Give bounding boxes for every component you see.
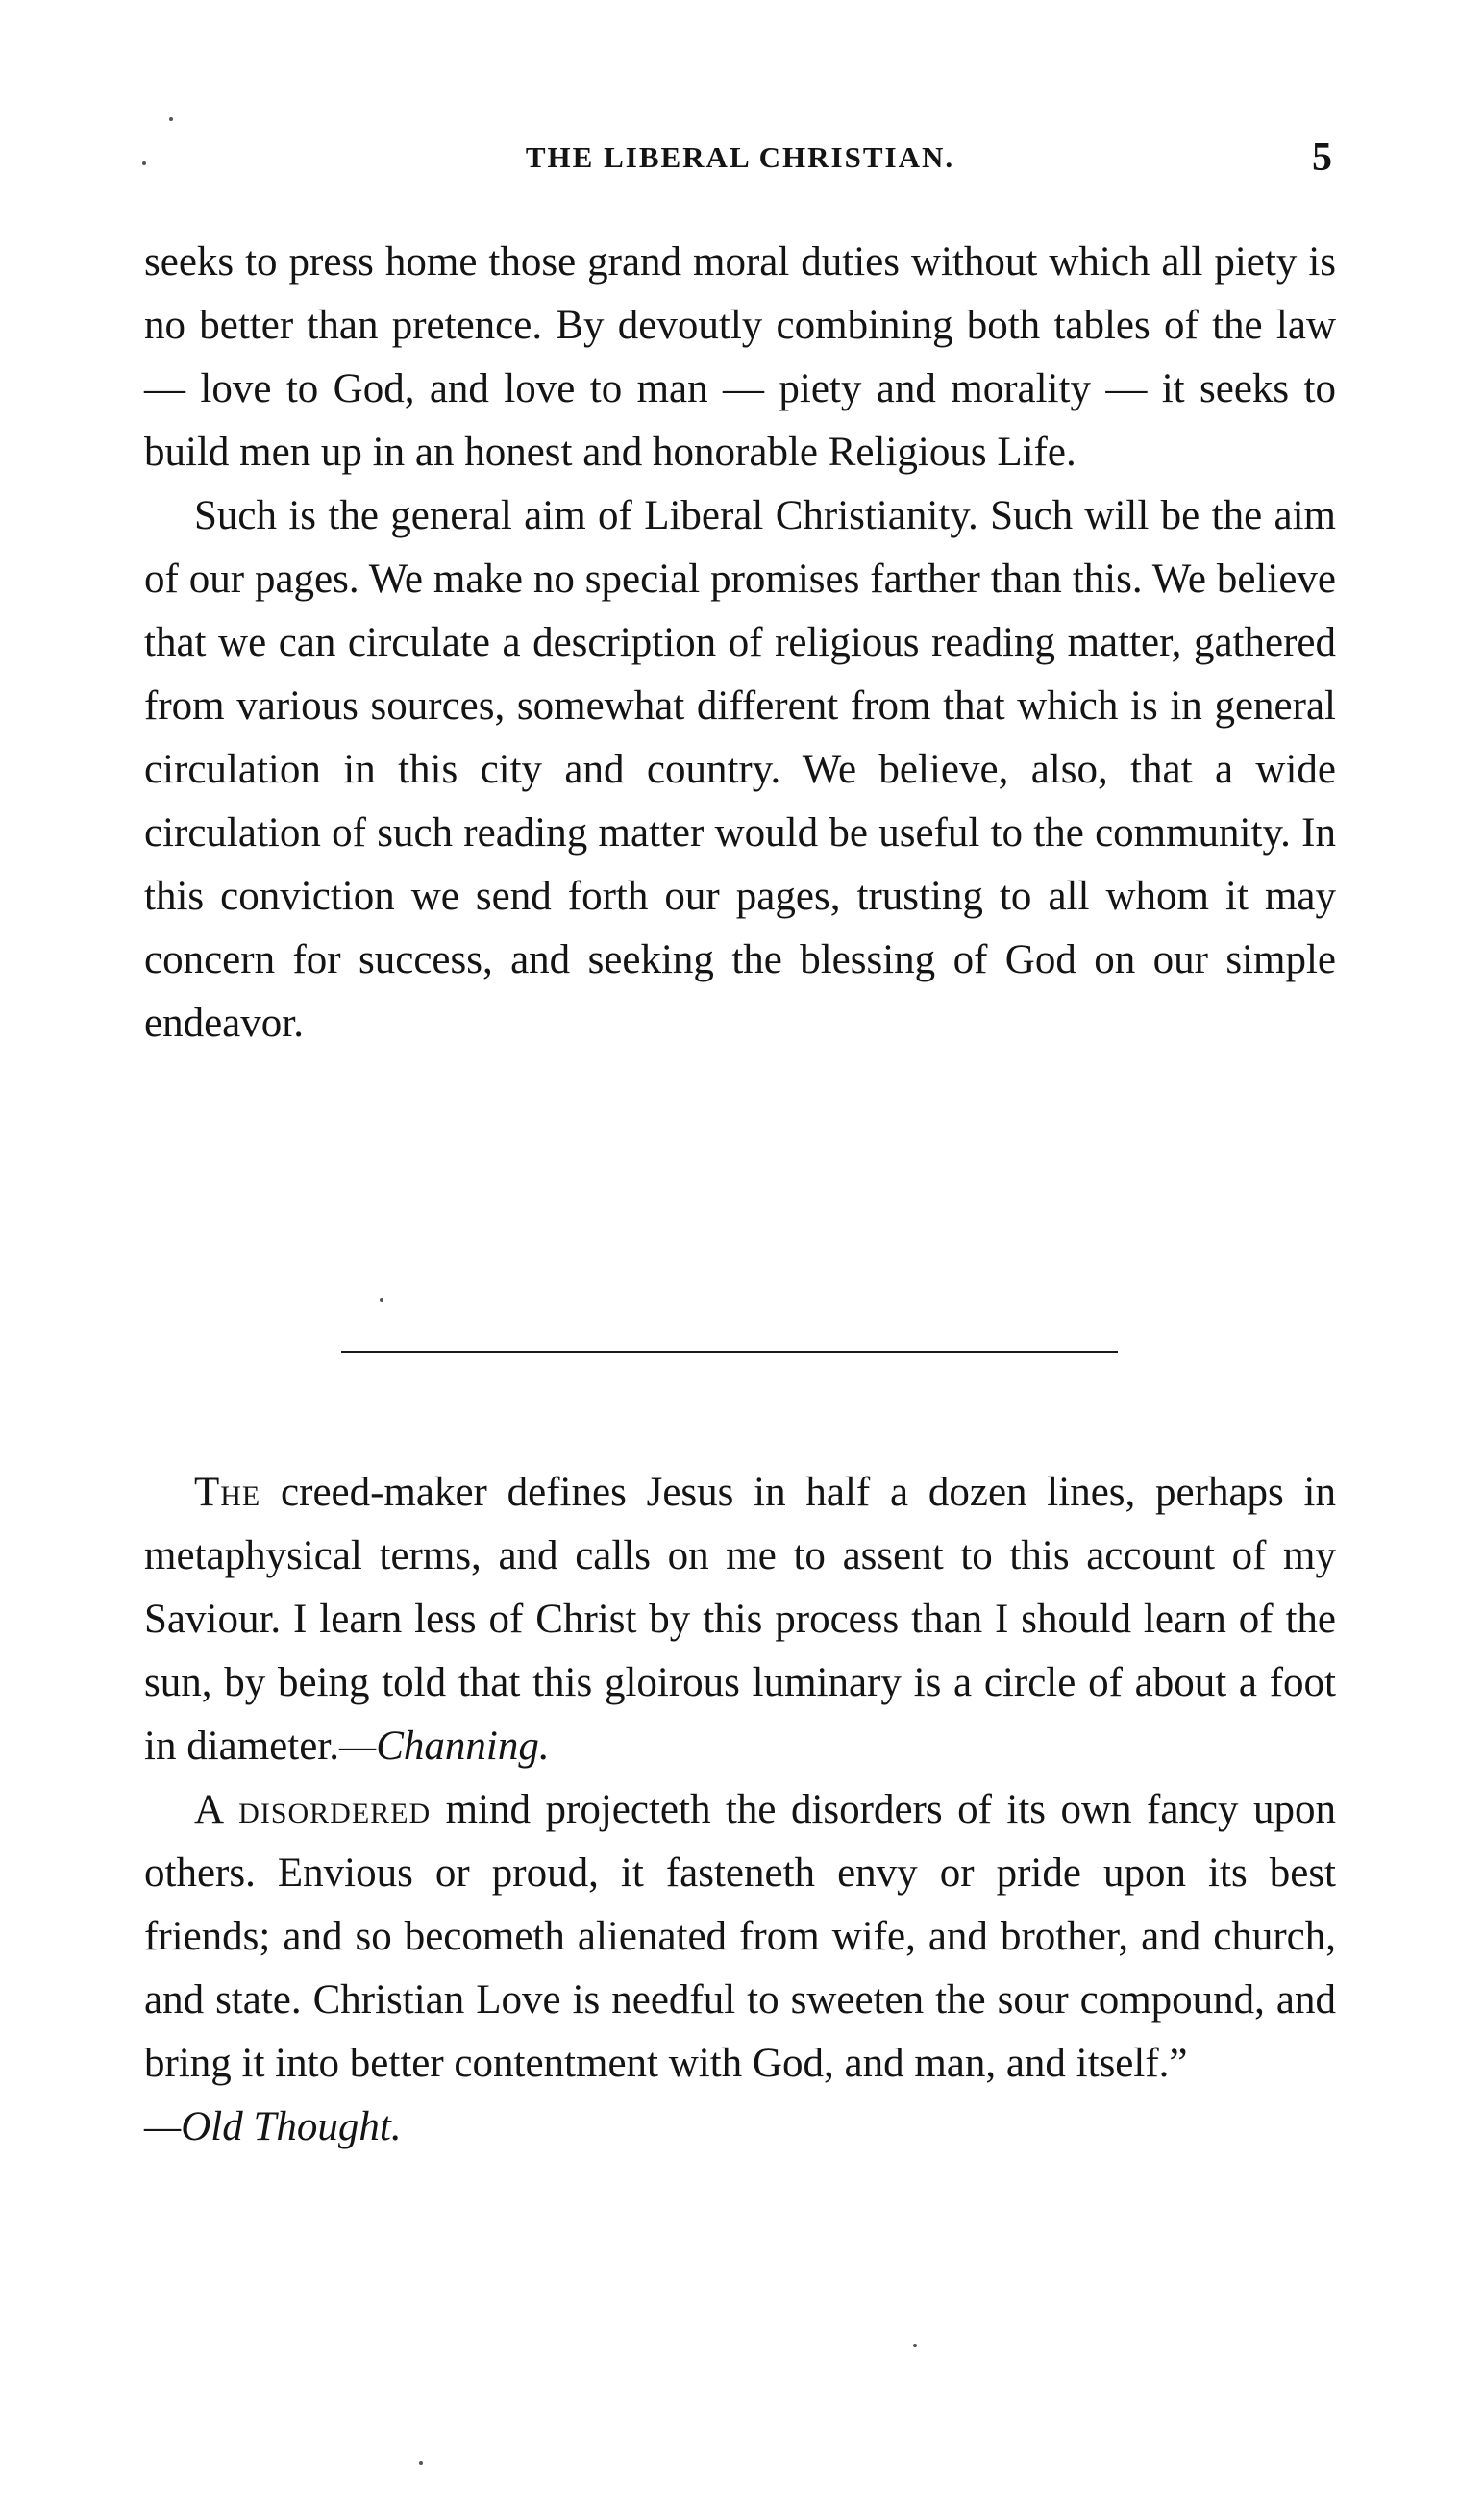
- paragraph-liberal-christianity: Such is the general aim of Liberal Christianity. Such will be the aim of our pages. We make no special promises farther than this. We believe that we can circulate a description of religious reading matter, gathered from various sources, somewhat different from that which is in general circulation in this city and country. We believe, also, that a wide circulation of such reading matter would be useful to the community. In this conviction we send forth our pages, trusting to all whom it may concern for success, and seeking the blessing of God on our simple endeavor.: [144, 493, 1336, 1046]
- quote-attribution: —Old Thought.: [144, 2104, 402, 2149]
- print-speck: [913, 2344, 917, 2347]
- quote-lead-word: The: [194, 1470, 261, 1515]
- paragraph-continuation: seeks to press home those grand moral duties without which all piety is no better than pretence. By devoutly combining both tables of the law — love to God, and love to man — piety and morality — it seeks to build men up in an honest and honorable Religious Life.: [144, 239, 1336, 475]
- quote-old-thought: [144, 1778, 1336, 2096]
- print-speck: [419, 2461, 423, 2465]
- page-number: 5: [1312, 136, 1332, 180]
- quote-body: creed-maker defines Jesus in half a dozen lines, perhaps in metaphysical terms, and calls on me to assent to this account of my Saviour. I learn less of Christ by this process than I should learn of the sun, by being told that this gloirous luminary is a circle of about a foot in diameter.: [144, 1470, 1336, 1769]
- quote-lead-word: A disordered: [194, 1787, 432, 1832]
- quote-attribution: —Channing.: [339, 1724, 550, 1769]
- quote-attribution-line: [144, 2096, 1336, 2159]
- section-divider: [341, 1351, 1118, 1353]
- running-head: [144, 135, 1336, 183]
- main-text-section: [144, 231, 1336, 1055]
- print-speck: [380, 1298, 383, 1302]
- quote-body: mind projecteth the disorders of its own fancy upon others. Envious or proud, it fasteneth envy or pride upon its best friends; and so becometh alienated from wife, and brother, and church, and state. Christian Love is needful to sweeten the sour compound, and bring it into better contentment with God, and man, and itself.”: [144, 1787, 1336, 2086]
- print-speck: [169, 117, 173, 121]
- print-speck: [142, 161, 146, 165]
- quote-channing: [144, 1461, 1336, 1778]
- quotations-section: [144, 1461, 1336, 2159]
- running-title: THE LIBERAL CHRISTIAN.: [525, 140, 955, 174]
